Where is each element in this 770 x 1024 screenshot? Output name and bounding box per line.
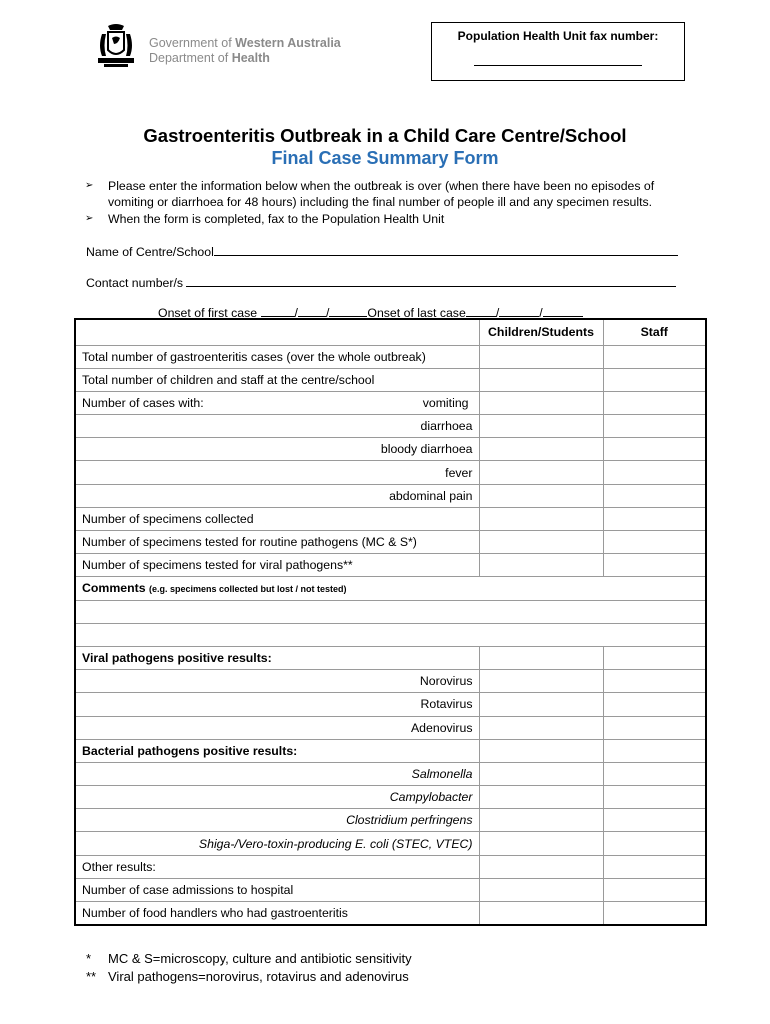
table-row: Total number of gastroenteritis cases (over the whole outbreak) bbox=[75, 345, 706, 368]
contact-row bbox=[86, 274, 676, 290]
staff-cell[interactable] bbox=[603, 832, 706, 855]
table-row: Number of case admissions to hospital bbox=[75, 878, 706, 901]
children-cell[interactable] bbox=[479, 554, 603, 577]
staff-cell[interactable] bbox=[603, 461, 706, 484]
case-summary-table bbox=[74, 318, 707, 926]
table-row: Campylobacter bbox=[75, 786, 706, 809]
children-cell[interactable] bbox=[479, 739, 603, 762]
staff-cell[interactable] bbox=[603, 809, 706, 832]
form-subtitle: Final Case Summary Form bbox=[271, 148, 499, 168]
onset-last-day-field[interactable] bbox=[466, 304, 496, 317]
staff-cell[interactable] bbox=[603, 739, 706, 762]
instruction-item: ➢ Please enter the information below when the outbreak is over (when there have been no episodes of vomiting or diarrhoea for 48 hours) including the final number of people ill and any specimen results. bbox=[85, 179, 655, 209]
staff-cell[interactable] bbox=[603, 878, 706, 901]
onset-row: Onset of first case / / Onset of last case / / bbox=[158, 304, 583, 320]
table-row: Number of specimens collected bbox=[75, 507, 706, 530]
children-cell[interactable] bbox=[479, 507, 603, 530]
children-cell[interactable] bbox=[479, 855, 603, 878]
table-row: Number of food handlers who had gastroenteritis bbox=[75, 902, 706, 925]
children-cell[interactable] bbox=[479, 693, 603, 716]
staff-cell[interactable] bbox=[603, 902, 706, 925]
contact-field[interactable] bbox=[186, 274, 676, 287]
children-cell[interactable] bbox=[479, 461, 603, 484]
viral-heading-row: Viral pathogens positive results: bbox=[75, 646, 706, 669]
table-row: Total number of children and staff at the centre/school bbox=[75, 368, 706, 391]
instruction-item: ➢ When the form is completed, fax to the Population Health Unit bbox=[85, 212, 445, 226]
comments-field[interactable] bbox=[75, 600, 706, 623]
fax-number-field[interactable] bbox=[474, 65, 642, 66]
footnote: * MC & S=microscopy, culture and antibiotic sensitivity bbox=[86, 951, 412, 966]
children-cell[interactable] bbox=[479, 762, 603, 785]
staff-cell[interactable] bbox=[603, 415, 706, 438]
wa-crest-logo bbox=[92, 22, 140, 70]
table-row: Number of cases with: vomiting bbox=[75, 391, 706, 414]
staff-cell[interactable] bbox=[603, 531, 706, 554]
fax-number-box bbox=[431, 22, 685, 81]
children-cell[interactable] bbox=[479, 786, 603, 809]
staff-cell[interactable] bbox=[603, 855, 706, 878]
table-row: Other results: bbox=[75, 855, 706, 878]
onset-first-month-field[interactable] bbox=[298, 304, 326, 317]
children-cell[interactable] bbox=[479, 716, 603, 739]
staff-cell[interactable] bbox=[603, 391, 706, 414]
bacterial-heading-row: Bacterial pathogens positive results: bbox=[75, 739, 706, 762]
onset-last-year-field[interactable] bbox=[543, 304, 583, 317]
staff-cell[interactable] bbox=[603, 646, 706, 669]
children-cell[interactable] bbox=[479, 646, 603, 669]
children-cell[interactable] bbox=[479, 878, 603, 901]
government-heading: Government of Western Australia Department of Health bbox=[149, 36, 341, 65]
staff-cell[interactable] bbox=[603, 554, 706, 577]
arrow-bullet-icon: ➢ bbox=[85, 213, 94, 224]
table-row: diarrhoea bbox=[75, 415, 706, 438]
table-row: Shiga-/Vero-toxin-producing E. coli (STEC, VTEC) bbox=[75, 832, 706, 855]
table-row: Clostridium perfringens bbox=[75, 809, 706, 832]
table-row: bloody diarrhoea bbox=[75, 438, 706, 461]
children-cell[interactable] bbox=[479, 391, 603, 414]
table-row: Number of specimens tested for routine pathogens (MC & S*) bbox=[75, 531, 706, 554]
onset-first-day-field[interactable] bbox=[261, 304, 295, 317]
contact-label: Contact number/s bbox=[86, 276, 184, 290]
children-cell[interactable] bbox=[479, 902, 603, 925]
col-children-header: Children/Students bbox=[479, 319, 603, 345]
staff-cell[interactable] bbox=[603, 438, 706, 461]
onset-first-year-field[interactable] bbox=[329, 304, 367, 317]
instructions bbox=[85, 178, 695, 228]
arrow-bullet-icon: ➢ bbox=[85, 180, 94, 191]
staff-cell[interactable] bbox=[603, 670, 706, 693]
children-cell[interactable] bbox=[479, 415, 603, 438]
onset-last-label: Onset of last case bbox=[367, 306, 466, 320]
table-row: Salmonella bbox=[75, 762, 706, 785]
children-cell[interactable] bbox=[479, 531, 603, 554]
centre-name-label: Name of Centre/School bbox=[86, 245, 214, 259]
children-cell[interactable] bbox=[479, 670, 603, 693]
table-row: Number of specimens tested for viral pathogens** bbox=[75, 554, 706, 577]
onset-first-label: Onset of first case bbox=[158, 306, 258, 320]
table-header-row bbox=[75, 319, 706, 345]
children-cell[interactable] bbox=[479, 345, 603, 368]
staff-cell[interactable] bbox=[603, 693, 706, 716]
staff-cell[interactable] bbox=[603, 345, 706, 368]
onset-last-month-field[interactable] bbox=[499, 304, 539, 317]
centre-name-field[interactable] bbox=[214, 243, 678, 256]
fax-label: Population Health Unit fax number: bbox=[457, 29, 659, 43]
staff-cell[interactable] bbox=[603, 484, 706, 507]
table-row: fever bbox=[75, 461, 706, 484]
staff-cell[interactable] bbox=[603, 507, 706, 530]
comments-field[interactable] bbox=[75, 623, 706, 646]
children-cell[interactable] bbox=[479, 438, 603, 461]
centre-name-row bbox=[86, 243, 678, 259]
staff-cell[interactable] bbox=[603, 368, 706, 391]
table-row: Adenovirus bbox=[75, 716, 706, 739]
comments-field-row bbox=[75, 623, 706, 646]
table-row: Norovirus bbox=[75, 670, 706, 693]
form-title: Gastroenteritis Outbreak in a Child Care Centre/School bbox=[143, 125, 627, 146]
comments-field-row bbox=[75, 600, 706, 623]
children-cell[interactable] bbox=[479, 368, 603, 391]
staff-cell[interactable] bbox=[603, 716, 706, 739]
comments-row: Comments (e.g. specimens collected but lost / not tested) bbox=[75, 577, 706, 600]
table-row: abdominal pain bbox=[75, 484, 706, 507]
children-cell[interactable] bbox=[479, 832, 603, 855]
header-blank bbox=[75, 319, 479, 345]
staff-cell[interactable] bbox=[603, 786, 706, 809]
staff-cell[interactable] bbox=[603, 762, 706, 785]
footnote: ** Viral pathogens=norovirus, rotavirus and adenovirus bbox=[86, 969, 409, 984]
col-staff-header: Staff bbox=[603, 319, 706, 345]
children-cell[interactable] bbox=[479, 809, 603, 832]
footnotes bbox=[86, 950, 412, 986]
table-row: Rotavirus bbox=[75, 693, 706, 716]
children-cell[interactable] bbox=[479, 484, 603, 507]
